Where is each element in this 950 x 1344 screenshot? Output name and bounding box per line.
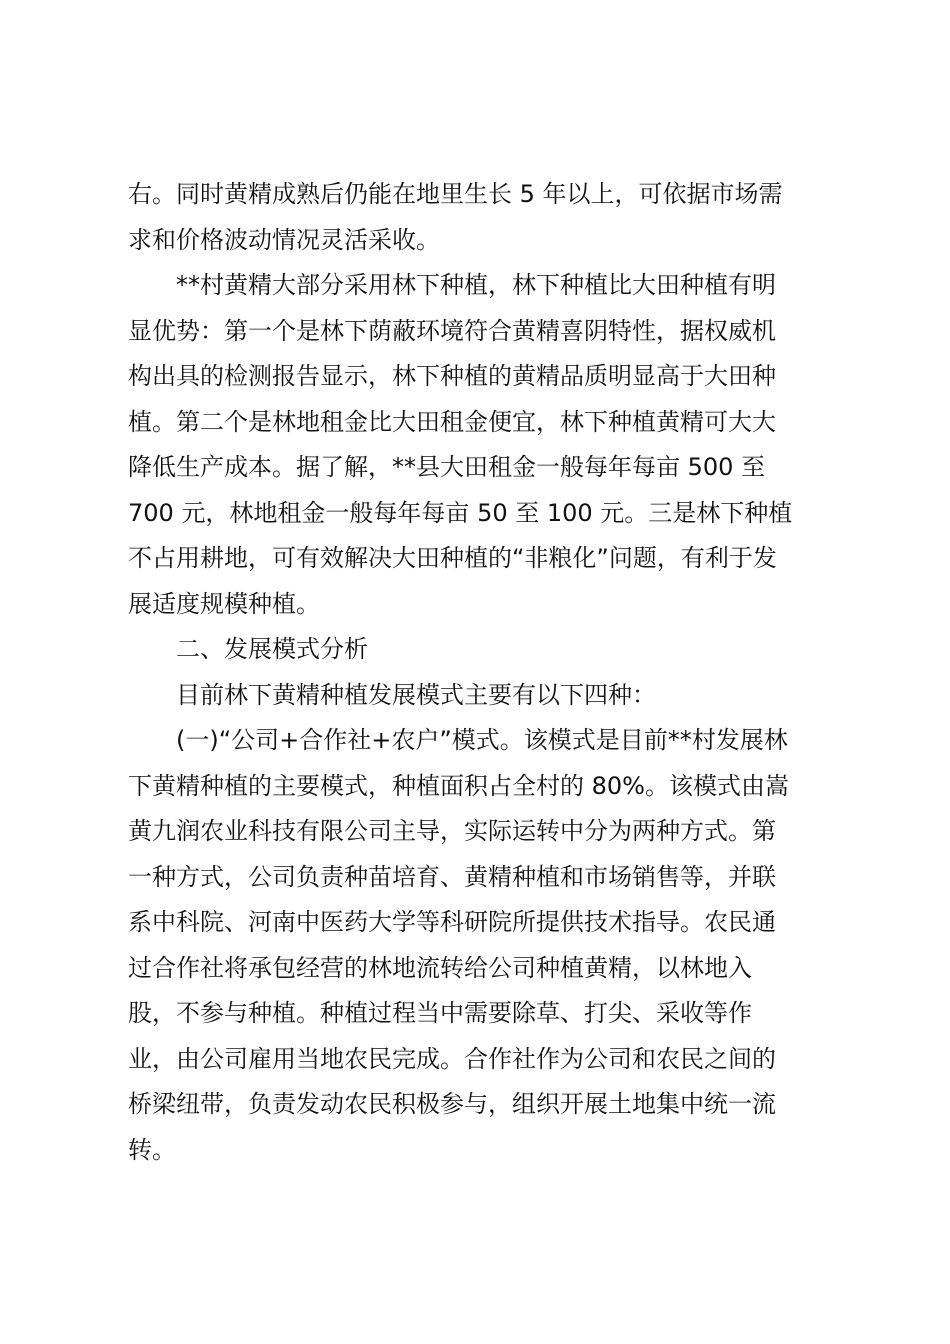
text-line: 显优势：第一个是林下荫蔽环境符合黄精喜阴特性，据权威机 [128,316,776,345]
text-line: 展适度规模种植。 [128,589,320,618]
text-line: 股，不参与种植。种植过程当中需要除草、打尖、采收等作 [128,999,752,1027]
body-text [128,172,828,1173]
text-line: 二、发展模式分析 [176,635,368,663]
text-line: **村黄精大部分采用林下种植，林下种植比大田种植有明 [176,271,776,299]
text-line: 系中科院、河南中医药大学等科研院所提供技术指导。农民通 [128,908,776,936]
text-line: 构出具的检测报告显示，林下种植的黄精品质明显高于大田种 [128,362,776,390]
text-line: 转。 [128,1135,176,1164]
text-line: 求和价格波动情况灵活采收。 [128,225,440,254]
text-line: 700 元，林地租金一般每年每亩 50 至 100 元。三是林下种植 [128,498,793,527]
text-line: 一种方式，公司负责种苗培育、黄精种植和市场销售等，并联 [128,862,776,891]
text-line: (一)“公司+合作社+农户”模式。该模式是目前**村发展林 [176,726,788,754]
text-line: 业，由公司雇用当地农民完成。合作社作为公司和农民之间的 [128,1044,776,1073]
text-line: 目前林下黄精种植发展模式主要有以下四种： [176,680,656,709]
text-line: 植。第二个是林地租金比大田租金便宜，林下种植黄精可大大 [128,407,776,436]
text-line: 过合作社将承包经营的林地流转给公司种植黄精，以林地入 [128,953,752,982]
text-line: 不占用耕地，可有效解决大田种植的“非粮化”问题，有利于发 [128,544,777,572]
text-line: 右。同时黄精成熟后仍能在地里生长 5 年以上，可依据市场需 [128,180,783,208]
text-line: 下黄精种植的主要模式，种植面积占全村的 80%。该模式由嵩 [128,771,789,800]
text-line: 降低生产成本。据了解，**县大田租金一般每年每亩 500 至 [128,453,766,481]
text-line: 黄九润农业科技有限公司主导，实际运转中分为两种方式。第 [128,817,776,845]
text-line: 桥梁纽带，负责发动农民积极参与，组织开展土地集中统一流 [128,1090,776,1118]
